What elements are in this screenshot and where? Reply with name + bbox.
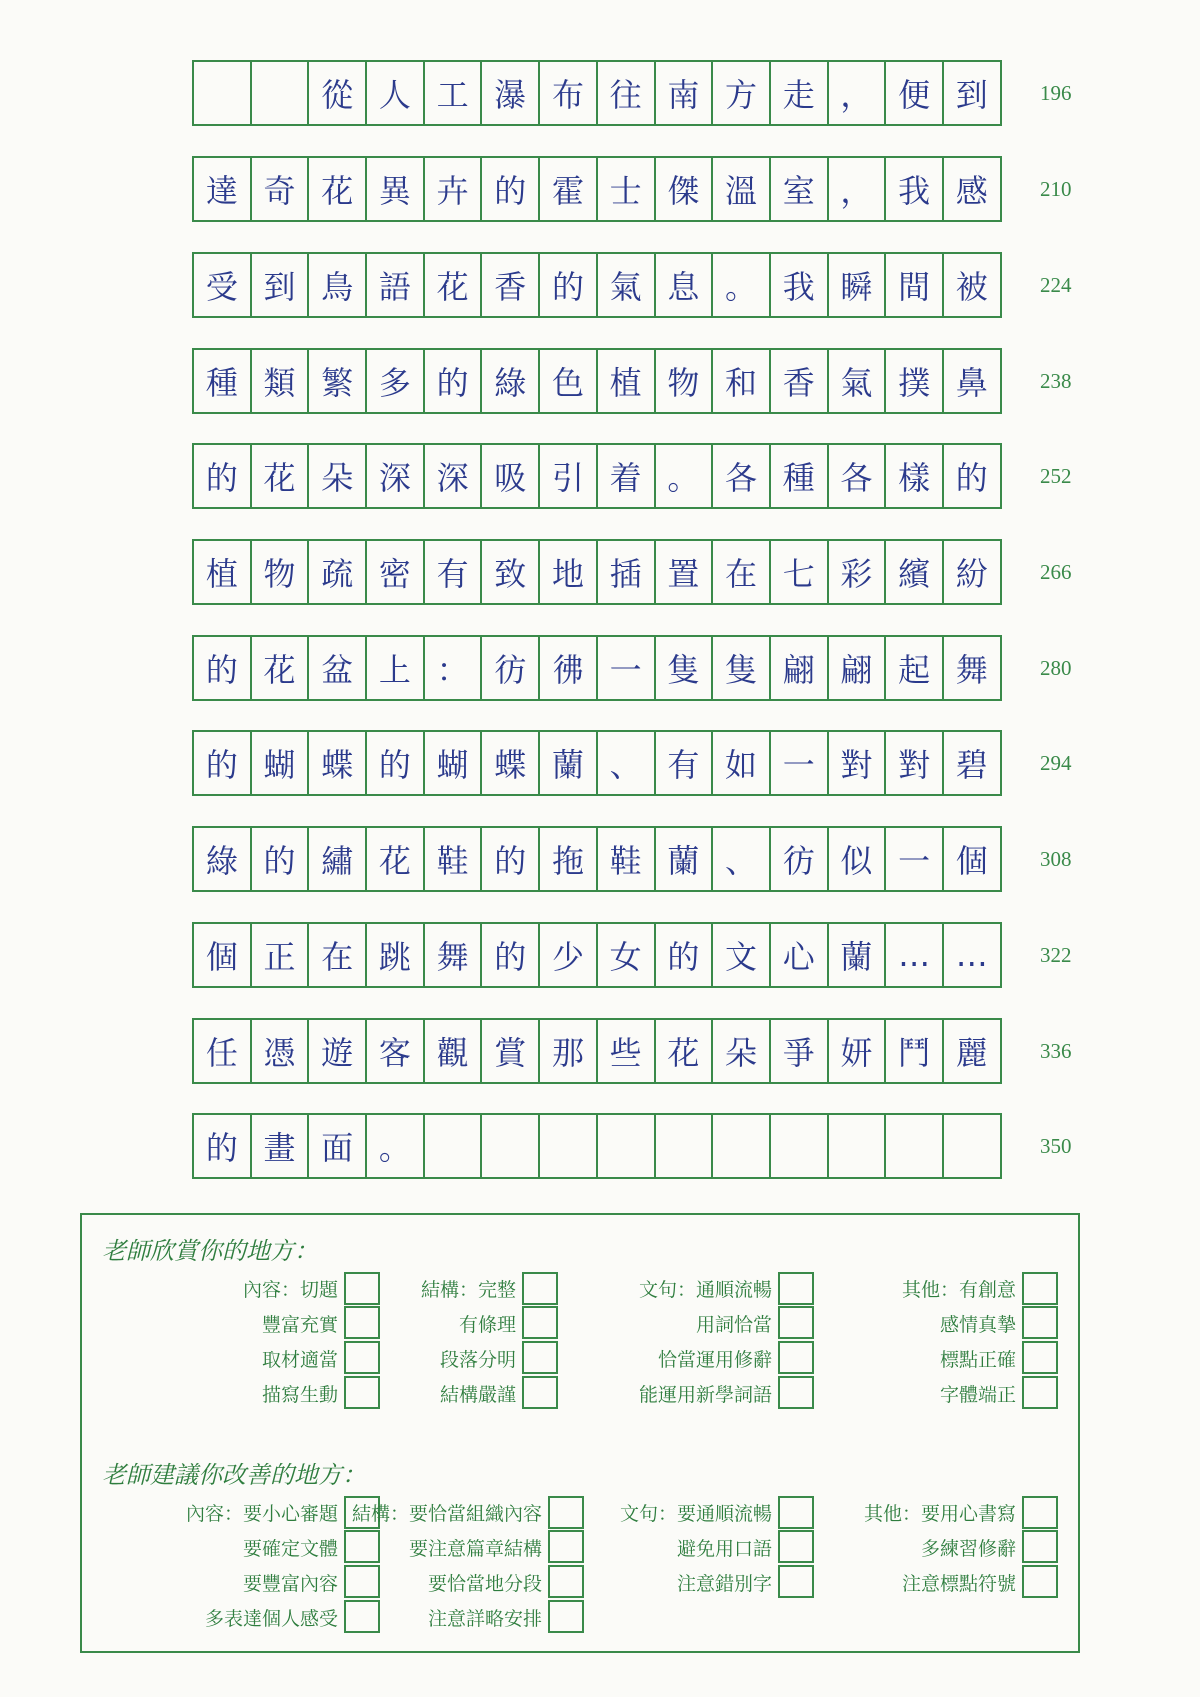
grid-cell: [711, 1113, 771, 1179]
grid-row: [192, 1113, 1002, 1183]
criteria-group: [864, 1495, 1058, 1600]
criterion-label: 內容：要小心審題: [185, 1503, 338, 1525]
grid-cell: 一: [884, 826, 944, 892]
grid-cell: 各: [827, 443, 887, 509]
criteria-group: [620, 1495, 814, 1600]
grid-row: [192, 922, 1002, 992]
grid-cell: 繁: [307, 348, 367, 414]
grid-cell: 盆: [307, 635, 367, 701]
checkbox[interactable]: [548, 1496, 584, 1529]
grid-cell: 綠: [480, 348, 540, 414]
grid-cell: 從: [307, 60, 367, 126]
grid-cell: [942, 1113, 1002, 1179]
grid-cell: 地: [538, 539, 598, 605]
criterion-label: 段落分明: [439, 1349, 516, 1371]
grid-cell: 溫: [711, 156, 771, 222]
grid-cell: 麗: [942, 1018, 1002, 1084]
grid-cell: 瀑: [480, 60, 540, 126]
grid-cell: 的: [480, 922, 540, 988]
checkbox[interactable]: [778, 1341, 814, 1374]
grid-cell: 被: [942, 252, 1002, 318]
criterion-row: [639, 1341, 814, 1376]
grid-cell: 少: [538, 922, 598, 988]
grid-cell: 的: [192, 730, 252, 796]
criterion-label: 結構嚴謹: [439, 1384, 516, 1406]
grid-cell: 心: [769, 922, 829, 988]
criterion-label: 注意錯別字: [676, 1573, 772, 1595]
criterion-label: 豐富充實: [261, 1314, 338, 1336]
grid-cell: 一: [596, 635, 656, 701]
grid-row: [192, 156, 1002, 226]
char-count: 308: [1040, 847, 1072, 871]
grid-cell: 布: [538, 60, 598, 126]
criterion-row: [243, 1376, 380, 1411]
criterion-row: [864, 1565, 1058, 1600]
grid-cell: 類: [250, 348, 310, 414]
criterion-row: [902, 1306, 1058, 1341]
grid-cell: 工: [423, 60, 483, 126]
grid-cell: 花: [307, 156, 367, 222]
grid-cell: 鳥: [307, 252, 367, 318]
grid-cell: 那: [538, 1018, 598, 1084]
grid-cell: 蘭: [538, 730, 598, 796]
grid-cell: 蝶: [480, 730, 540, 796]
grid-cell: 種: [769, 443, 829, 509]
checkbox[interactable]: [778, 1306, 814, 1339]
criterion-row: [352, 1530, 584, 1565]
grid-cell: [192, 60, 252, 126]
grid-cell: 個: [192, 922, 252, 988]
grid-cell: 置: [654, 539, 714, 605]
grid-cell: 花: [250, 635, 310, 701]
grid-row: [192, 443, 1002, 513]
criteria-group: [902, 1271, 1058, 1411]
grid-cell: 蝴: [250, 730, 310, 796]
criterion-label: 描寫生動: [261, 1384, 338, 1406]
grid-cell: 引: [538, 443, 598, 509]
checkbox[interactable]: [344, 1341, 380, 1374]
grid-cell: 隻: [654, 635, 714, 701]
criterion-row: [864, 1530, 1058, 1565]
grid-cell: 。: [365, 1113, 425, 1179]
criterion-label: 感情真摯: [939, 1314, 1016, 1336]
grid-cell: 色: [538, 348, 598, 414]
grid-cell: 的: [654, 922, 714, 988]
grid-cell: 個: [942, 826, 1002, 892]
grid-cell: 種: [192, 348, 252, 414]
grid-cell: 繡: [307, 826, 367, 892]
char-count: 266: [1040, 560, 1072, 584]
grid-cell: [884, 1113, 944, 1179]
criterion-label: 避免用口語: [676, 1538, 772, 1560]
grid-cell: 疏: [307, 539, 367, 605]
checkbox[interactable]: [1022, 1496, 1058, 1529]
grid-row: [192, 730, 1002, 800]
grid-cell: 霍: [538, 156, 598, 222]
grid-cell: 的: [192, 1113, 252, 1179]
grid-cell: 植: [596, 348, 656, 414]
grid-cell: 蘭: [654, 826, 714, 892]
char-count: 210: [1040, 177, 1072, 201]
checkbox[interactable]: [522, 1376, 558, 1409]
grid-cell: 到: [942, 60, 1002, 126]
grid-cell: 樣: [884, 443, 944, 509]
criterion-row: [902, 1271, 1058, 1306]
criterion-label: 結構：完整: [420, 1279, 516, 1301]
criterion-label: 多練習修辭: [920, 1538, 1016, 1560]
criterion-label: 文句：要通順流暢: [619, 1503, 772, 1525]
grid-cell: 、: [711, 826, 771, 892]
criterion-row: [243, 1271, 380, 1306]
grid-cell: 拖: [538, 826, 598, 892]
grid-row: [192, 539, 1002, 609]
grid-cell: 和: [711, 348, 771, 414]
grid-cell: 七: [769, 539, 829, 605]
grid-cell: 受: [192, 252, 252, 318]
criterion-row: [864, 1495, 1058, 1530]
criterion-label: 內容：切題: [242, 1279, 338, 1301]
grid-cell: [250, 60, 310, 126]
grid-cell: 蘭: [827, 922, 887, 988]
grid-cell: 鞋: [596, 826, 656, 892]
grid-cell: 室: [769, 156, 829, 222]
criterion-row: [902, 1376, 1058, 1411]
grid-cell: 花: [423, 252, 483, 318]
checkbox[interactable]: [1022, 1376, 1058, 1409]
grid-cell: [769, 1113, 829, 1179]
grid-cell: 碧: [942, 730, 1002, 796]
grid-cell: 對: [827, 730, 887, 796]
grid-cell: 彷: [769, 826, 829, 892]
criterion-label: 其他：有創意: [901, 1279, 1016, 1301]
grid-cell: 南: [654, 60, 714, 126]
char-count: 252: [1040, 464, 1072, 488]
grid-cell: 異: [365, 156, 425, 222]
grid-cell: 彷: [480, 635, 540, 701]
checkbox[interactable]: [522, 1306, 558, 1339]
grid-cell: 舞: [423, 922, 483, 988]
grid-cell: 朵: [307, 443, 367, 509]
criterion-label: 要注意篇章結構: [408, 1538, 542, 1560]
criteria-group: [186, 1495, 380, 1635]
grid-cell: 彩: [827, 539, 887, 605]
grid-cell: 女: [596, 922, 656, 988]
grid-cell: 。: [654, 443, 714, 509]
grid-cell: ，: [827, 156, 887, 222]
criterion-label: 要確定文體: [242, 1538, 338, 1560]
grid-cell: 致: [480, 539, 540, 605]
grid-cell: 香: [480, 252, 540, 318]
grid-cell: ：: [423, 635, 483, 701]
criterion-row: [421, 1376, 558, 1411]
grid-cell: 的: [192, 635, 252, 701]
checkbox[interactable]: [344, 1306, 380, 1339]
grid-cell: 便: [884, 60, 944, 126]
grid-cell: 的: [250, 826, 310, 892]
grid-cell: 繽: [884, 539, 944, 605]
checkbox[interactable]: [1022, 1306, 1058, 1339]
grid-cell: [538, 1113, 598, 1179]
grid-cell: 妍: [827, 1018, 887, 1084]
grid-cell: 我: [769, 252, 829, 318]
grid-cell: ，: [827, 60, 887, 126]
grid-cell: 着: [596, 443, 656, 509]
grid-cell: 花: [365, 826, 425, 892]
criterion-label: 結構：要恰當組織內容: [351, 1503, 542, 1525]
char-count: 238: [1040, 369, 1072, 393]
grid-cell: 的: [942, 443, 1002, 509]
char-count: 350: [1040, 1134, 1072, 1158]
grid-cell: …: [942, 922, 1002, 988]
grid-cell: [654, 1113, 714, 1179]
grid-cell: 我: [884, 156, 944, 222]
grid-cell: 氣: [596, 252, 656, 318]
criterion-row: [186, 1600, 380, 1635]
criteria-group: [421, 1271, 558, 1411]
checkbox[interactable]: [1022, 1530, 1058, 1563]
char-count: 196: [1040, 81, 1072, 105]
char-count: 336: [1040, 1039, 1072, 1063]
grid-cell: 如: [711, 730, 771, 796]
criterion-label: 用詞恰當: [695, 1314, 772, 1336]
grid-cell: 香: [769, 348, 829, 414]
grid-cell: 有: [423, 539, 483, 605]
criterion-row: [186, 1565, 380, 1600]
grid-cell: 瞬: [827, 252, 887, 318]
criterion-label: 多表達個人感受: [204, 1608, 338, 1630]
grid-cell: 鼻: [942, 348, 1002, 414]
criterion-row: [421, 1271, 558, 1306]
criterion-row: [421, 1306, 558, 1341]
char-count: 322: [1040, 943, 1072, 967]
checkbox[interactable]: [548, 1530, 584, 1563]
checkbox[interactable]: [1022, 1341, 1058, 1374]
grid-cell: 朵: [711, 1018, 771, 1084]
grid-cell: 。: [711, 252, 771, 318]
criterion-label: 要恰當地分段: [427, 1573, 542, 1595]
grid-row: [192, 252, 1002, 322]
criterion-label: 取材適當: [261, 1349, 338, 1371]
checkbox[interactable]: [1022, 1565, 1058, 1598]
appreciation-heading: 老師欣賞你的地方：: [102, 1237, 318, 1265]
grid-cell: 蝶: [307, 730, 367, 796]
grid-cell: 花: [654, 1018, 714, 1084]
grid-cell: 畫: [250, 1113, 310, 1179]
checkbox[interactable]: [548, 1600, 584, 1633]
improvement-heading: 老師建議你改善的地方：: [102, 1461, 366, 1489]
grid-cell: 綠: [192, 826, 252, 892]
criterion-label: 恰當運用修辭: [657, 1349, 772, 1371]
char-count: 224: [1040, 273, 1072, 297]
grid-cell: 間: [884, 252, 944, 318]
checkbox[interactable]: [778, 1376, 814, 1409]
grid-cell: 語: [365, 252, 425, 318]
grid-cell: 花: [250, 443, 310, 509]
criterion-label: 要豐富內容: [242, 1573, 338, 1595]
criterion-row: [639, 1376, 814, 1411]
criterion-row: [620, 1565, 814, 1600]
grid-cell: 蝴: [423, 730, 483, 796]
grid-cell: 的: [538, 252, 598, 318]
criterion-row: [421, 1341, 558, 1376]
checkbox[interactable]: [778, 1496, 814, 1529]
grid-cell: [423, 1113, 483, 1179]
grid-cell: 一: [769, 730, 829, 796]
criterion-label: 注意詳略安排: [427, 1608, 542, 1630]
grid-cell: 的: [192, 443, 252, 509]
grid-cell: 客: [365, 1018, 425, 1084]
grid-cell: 人: [365, 60, 425, 126]
grid-cell: 氣: [827, 348, 887, 414]
grid-cell: 觀: [423, 1018, 483, 1084]
criterion-row: [620, 1495, 814, 1530]
criterion-row: [902, 1341, 1058, 1376]
grid-cell: 跳: [365, 922, 425, 988]
criterion-label: 有條理: [458, 1314, 516, 1336]
grid-cell: 奇: [250, 156, 310, 222]
grid-cell: 起: [884, 635, 944, 701]
criterion-row: [243, 1341, 380, 1376]
grid-cell: 密: [365, 539, 425, 605]
grid-cell: 物: [250, 539, 310, 605]
grid-cell: 達: [192, 156, 252, 222]
criterion-row: [352, 1495, 584, 1530]
checkbox[interactable]: [1022, 1272, 1058, 1305]
criterion-label: 文句：通順流暢: [638, 1279, 772, 1301]
char-count: 280: [1040, 656, 1072, 680]
grid-cell: 鞋: [423, 826, 483, 892]
grid-row: [192, 635, 1002, 705]
criterion-row: [352, 1600, 584, 1635]
grid-cell: [480, 1113, 540, 1179]
grid-cell: 爭: [769, 1018, 829, 1084]
grid-cell: 到: [250, 252, 310, 318]
grid-cell: 感: [942, 156, 1002, 222]
grid-cell: 士: [596, 156, 656, 222]
criterion-label: 注意標點符號: [901, 1573, 1016, 1595]
grid-cell: 的: [480, 826, 540, 892]
grid-cell: 走: [769, 60, 829, 126]
grid-cell: 翩: [769, 635, 829, 701]
criterion-label: 能運用新學詞語: [638, 1384, 772, 1406]
grid-row: [192, 1018, 1002, 1088]
checkbox[interactable]: [778, 1272, 814, 1305]
criterion-row: [243, 1306, 380, 1341]
criterion-row: [620, 1530, 814, 1565]
grid-cell: 在: [711, 539, 771, 605]
grid-cell: 多: [365, 348, 425, 414]
grid-cell: 的: [423, 348, 483, 414]
grid-row: [192, 348, 1002, 418]
grid-cell: 賞: [480, 1018, 540, 1084]
grid-cell: 憑: [250, 1018, 310, 1084]
grid-cell: 撲: [884, 348, 944, 414]
grid-cell: 在: [307, 922, 367, 988]
grid-cell: 深: [423, 443, 483, 509]
grid-cell: 深: [365, 443, 425, 509]
grid-cell: 對: [884, 730, 944, 796]
grid-cell: 的: [480, 156, 540, 222]
grid-cell: 彿: [538, 635, 598, 701]
grid-cell: 物: [654, 348, 714, 414]
grid-cell: 植: [192, 539, 252, 605]
grid-cell: 鬥: [884, 1018, 944, 1084]
grid-cell: …: [884, 922, 944, 988]
checkbox[interactable]: [344, 1272, 380, 1305]
grid-cell: 隻: [711, 635, 771, 701]
char-count: 294: [1040, 751, 1072, 775]
checkbox[interactable]: [548, 1565, 584, 1598]
grid-cell: 任: [192, 1018, 252, 1084]
grid-cell: 、: [596, 730, 656, 796]
criteria-group: [352, 1495, 584, 1635]
grid-cell: 正: [250, 922, 310, 988]
grid-cell: 吸: [480, 443, 540, 509]
grid-cell: 遊: [307, 1018, 367, 1084]
grid-row: [192, 60, 1002, 130]
checkbox[interactable]: [778, 1565, 814, 1598]
criteria-group: [639, 1271, 814, 1411]
checkbox[interactable]: [522, 1341, 558, 1374]
checkbox[interactable]: [522, 1272, 558, 1305]
criterion-label: 其他：要用心書寫: [863, 1503, 1016, 1525]
grid-cell: 有: [654, 730, 714, 796]
grid-cell: 紛: [942, 539, 1002, 605]
grid-cell: [827, 1113, 887, 1179]
feedback-panel: [80, 1213, 1080, 1653]
grid-row: [192, 826, 1002, 896]
grid-cell: 文: [711, 922, 771, 988]
criterion-row: [186, 1530, 380, 1565]
grid-cell: 往: [596, 60, 656, 126]
grid-cell: [596, 1113, 656, 1179]
grid-cell: 方: [711, 60, 771, 126]
criterion-row: [352, 1565, 584, 1600]
grid-cell: 翩: [827, 635, 887, 701]
grid-cell: 舞: [942, 635, 1002, 701]
criterion-row: [639, 1306, 814, 1341]
grid-cell: 各: [711, 443, 771, 509]
grid-cell: 上: [365, 635, 425, 701]
criterion-row: [639, 1271, 814, 1306]
grid-cell: 卉: [423, 156, 483, 222]
grid-cell: 似: [827, 826, 887, 892]
checkbox[interactable]: [778, 1530, 814, 1563]
grid-cell: 息: [654, 252, 714, 318]
criterion-label: 標點正確: [939, 1349, 1016, 1371]
criteria-group: [243, 1271, 380, 1411]
grid-cell: 插: [596, 539, 656, 605]
grid-cell: 些: [596, 1018, 656, 1084]
checkbox[interactable]: [344, 1376, 380, 1409]
criterion-row: [186, 1495, 380, 1530]
grid-cell: 面: [307, 1113, 367, 1179]
grid-cell: 的: [365, 730, 425, 796]
criterion-label: 字體端正: [939, 1384, 1016, 1406]
grid-cell: 傑: [654, 156, 714, 222]
